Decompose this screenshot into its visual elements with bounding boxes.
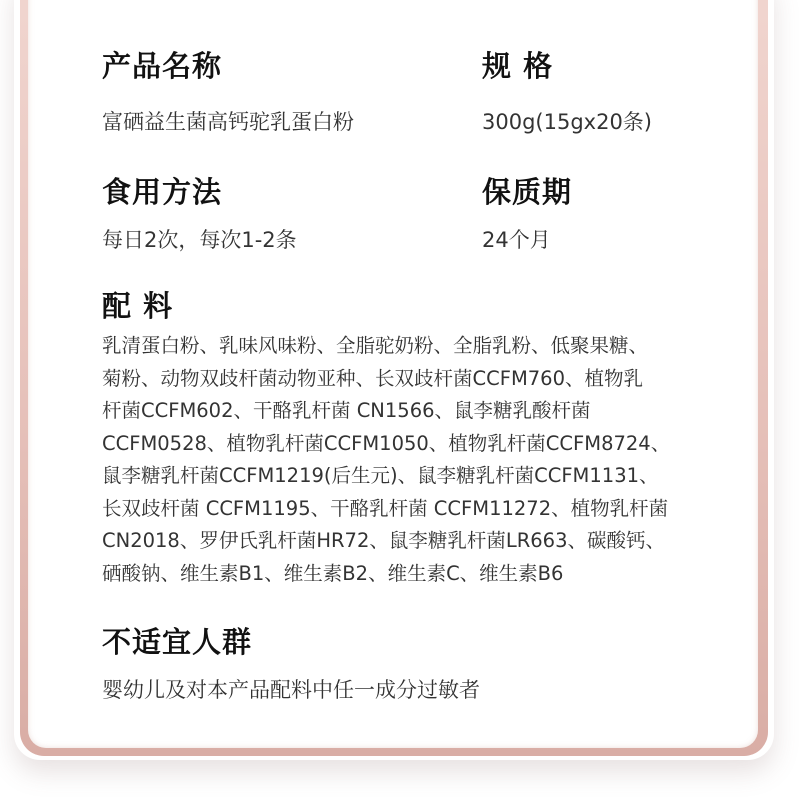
ingredients-line: 杆菌CCFM602、干酪乳杆菌 CN1566、鼠李糖乳酸杆菌 [102, 399, 591, 422]
ingredients-list [102, 330, 742, 590]
ingredients-heading: 配 料 [102, 289, 174, 323]
ingredients-line: 硒酸钠、维生素B1、维生素B2、维生素C、维生素B6 [102, 561, 564, 585]
unsuitable-heading: 不适宜人群 [102, 625, 253, 659]
unsuitable-value: 婴幼儿及对本产品配料中任一成分过敏者 [102, 678, 480, 702]
ingredients-line: 鼠李糖乳杆菌CCFM1219(后生元)、鼠李糖乳杆菌CCFM1131、 [102, 464, 659, 487]
spec-value: 300g(15gx20条) [482, 110, 652, 134]
ingredients-line: 乳清蛋白粉、乳味风味粉、全脂驼奶粉、全脂乳粉、低聚果糖、 [102, 334, 649, 357]
ingredients-line: 长双歧杆菌 CCFM1195、干酪乳杆菌 CCFM11272、植物乳杆菌 [102, 496, 669, 520]
spec-heading: 规 格 [482, 49, 554, 83]
usage-heading: 食用方法 [102, 175, 223, 209]
ingredients-line: CCFM0528、植物乳杆菌CCFM1050、植物乳杆菌CCFM8724、 [102, 431, 671, 455]
ingredients-line: 菊粉、动物双歧杆菌动物亚种、长双歧杆菌CCFM760、植物乳 [102, 366, 643, 390]
product-name-heading: 产品名称 [102, 49, 223, 83]
usage-value: 每日2次，每次1-2条 [102, 228, 297, 252]
ingredients-line: CN2018、罗伊氏乳杆菌HR72、鼠李糖乳杆菌LR663、碳酸钙、 [102, 529, 665, 552]
product-name-value: 富硒益生菌高钙驼乳蛋白粉 [102, 110, 354, 134]
shelf-life-value: 24个月 [482, 228, 551, 252]
shelf-life-heading: 保质期 [482, 175, 573, 209]
